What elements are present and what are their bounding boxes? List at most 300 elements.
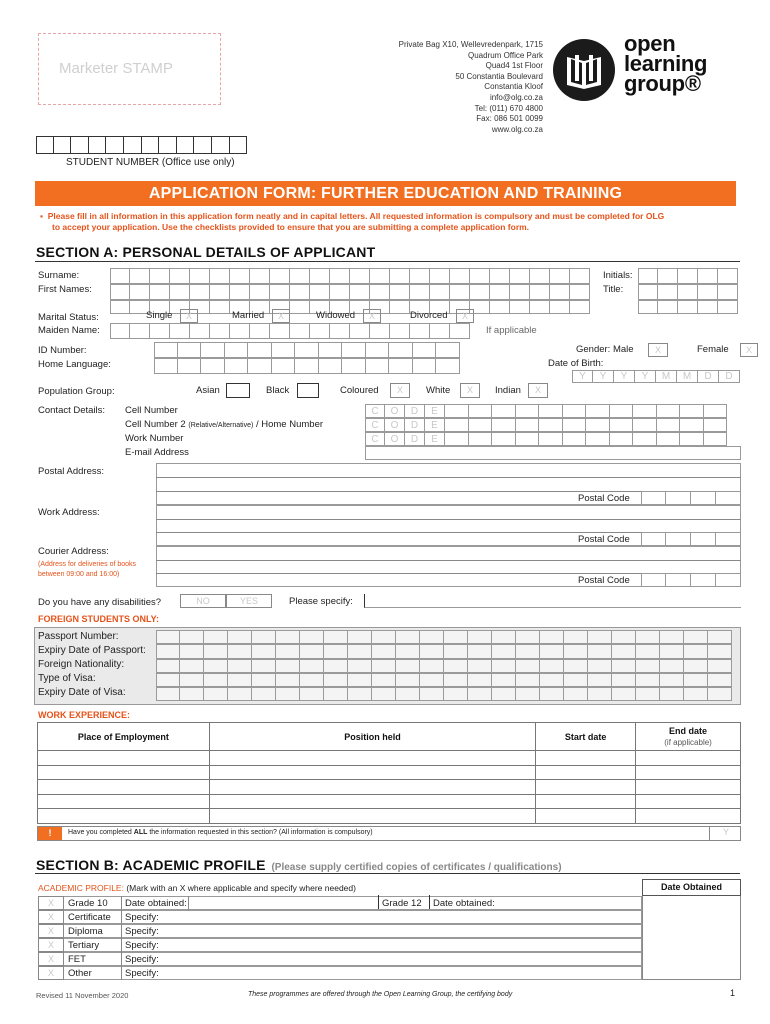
grid-cell[interactable] <box>310 323 330 339</box>
foreign-field-grid[interactable] <box>156 644 732 658</box>
student-number-box[interactable] <box>106 136 124 154</box>
phone-digit-cell[interactable] <box>492 432 516 446</box>
area-code-cell[interactable]: D <box>405 418 425 432</box>
grid-cell[interactable] <box>170 268 190 284</box>
area-code-cell[interactable]: C <box>365 418 385 432</box>
grid-cell[interactable] <box>660 630 684 644</box>
grid-cell[interactable] <box>270 323 290 339</box>
grid-cell[interactable] <box>290 268 310 284</box>
grid-cell[interactable] <box>150 284 170 300</box>
student-number-box[interactable] <box>54 136 72 154</box>
single-checkbox[interactable]: X <box>180 309 198 323</box>
grid-cell[interactable] <box>150 323 170 339</box>
grid-cell[interactable] <box>470 284 490 300</box>
student-number-box[interactable] <box>124 136 142 154</box>
married-checkbox[interactable]: X <box>272 309 290 323</box>
grid-cell[interactable] <box>660 644 684 658</box>
grid-cell[interactable] <box>330 323 350 339</box>
grid-cell[interactable] <box>324 687 348 701</box>
grid-cell[interactable] <box>389 342 413 358</box>
grid-cell[interactable] <box>248 342 272 358</box>
grid-cell[interactable] <box>178 342 202 358</box>
grid-cell[interactable] <box>156 687 180 701</box>
grid-cell[interactable] <box>698 284 718 300</box>
phone-digit-cell[interactable] <box>610 432 634 446</box>
completion-checkbox[interactable]: Y <box>709 826 742 841</box>
grid-cell[interactable] <box>210 268 230 284</box>
student-number-box[interactable] <box>159 136 177 154</box>
grid-cell[interactable] <box>252 659 276 673</box>
table-cell[interactable] <box>38 751 210 766</box>
phone-digit-cell[interactable] <box>657 418 681 432</box>
grid-cell[interactable] <box>564 659 588 673</box>
grid-cell[interactable] <box>156 659 180 673</box>
grid-cell[interactable] <box>370 268 390 284</box>
grid-cell[interactable] <box>370 323 390 339</box>
grid-cell[interactable] <box>660 687 684 701</box>
grid-cell[interactable] <box>180 673 204 687</box>
table-cell[interactable] <box>636 780 741 795</box>
grid-cell[interactable] <box>348 673 372 687</box>
phone-digit-cell[interactable] <box>586 432 610 446</box>
grid-cell[interactable] <box>588 659 612 673</box>
grid-cell[interactable] <box>444 659 468 673</box>
table-cell[interactable] <box>636 794 741 809</box>
phone-digit-cell[interactable] <box>469 418 493 432</box>
asian-checkbox[interactable] <box>226 383 250 398</box>
grid-cell[interactable] <box>300 630 324 644</box>
phone-digit-cell[interactable] <box>492 418 516 432</box>
grid-cell[interactable] <box>276 659 300 673</box>
grid-cell[interactable] <box>342 342 366 358</box>
grid-cell[interactable] <box>372 630 396 644</box>
grid-cell[interactable] <box>658 268 678 284</box>
table-cell[interactable] <box>209 809 535 824</box>
grid-cell[interactable] <box>444 644 468 658</box>
grid-cell[interactable] <box>638 284 658 300</box>
grid-cell[interactable] <box>684 659 708 673</box>
student-number-box[interactable] <box>71 136 89 154</box>
table-cell[interactable] <box>209 751 535 766</box>
grid-cell[interactable] <box>641 491 666 505</box>
area-code-cell[interactable]: O <box>385 418 405 432</box>
grid-cell[interactable] <box>310 284 330 300</box>
work-postal-code-grid[interactable] <box>641 532 741 546</box>
grid-cell[interactable] <box>708 644 732 658</box>
grid-cell[interactable] <box>348 659 372 673</box>
id-number-grid[interactable] <box>154 342 460 358</box>
grid-cell[interactable] <box>276 673 300 687</box>
date-obtained-column[interactable] <box>642 896 741 980</box>
grid-cell[interactable] <box>550 284 570 300</box>
grid-cell[interactable] <box>300 644 324 658</box>
grid-cell[interactable] <box>372 644 396 658</box>
grid-cell[interactable] <box>228 659 252 673</box>
phone-digit-cell[interactable] <box>586 418 610 432</box>
grid-cell[interactable] <box>698 268 718 284</box>
dob-cell[interactable]: Y <box>572 370 593 383</box>
phone-digit-cell[interactable] <box>445 432 469 446</box>
area-code-cell[interactable]: O <box>385 404 405 418</box>
grid-cell[interactable] <box>295 358 319 374</box>
phone-digit-cell[interactable] <box>516 418 540 432</box>
grid-cell[interactable] <box>228 687 252 701</box>
grid-cell[interactable] <box>716 532 741 546</box>
grid-cell[interactable] <box>250 268 270 284</box>
grid-cell[interactable] <box>324 673 348 687</box>
phone-digit-cell[interactable] <box>445 404 469 418</box>
dob-cell[interactable]: M <box>677 370 698 383</box>
grid-cell[interactable] <box>540 644 564 658</box>
grid-cell[interactable] <box>390 268 410 284</box>
grid-cell[interactable] <box>180 659 204 673</box>
male-checkbox[interactable]: X <box>648 343 668 357</box>
grid-cell[interactable] <box>180 687 204 701</box>
grid-cell[interactable] <box>110 300 130 314</box>
academic-row-field[interactable] <box>64 910 642 924</box>
grid-cell[interactable] <box>492 687 516 701</box>
grid-cell[interactable] <box>180 644 204 658</box>
grid-cell[interactable] <box>272 358 296 374</box>
female-checkbox[interactable]: X <box>740 343 758 357</box>
phone-digit-cell[interactable] <box>704 418 728 432</box>
phone-digit-cell[interactable] <box>539 432 563 446</box>
grid-cell[interactable] <box>252 644 276 658</box>
grid-cell[interactable] <box>660 673 684 687</box>
grid-cell[interactable] <box>716 491 741 505</box>
grid-cell[interactable] <box>636 659 660 673</box>
grid-cell[interactable] <box>389 358 413 374</box>
grid-cell[interactable] <box>290 300 310 314</box>
grid-cell[interactable] <box>252 673 276 687</box>
grid-cell[interactable] <box>638 300 658 314</box>
table-cell[interactable] <box>536 780 636 795</box>
grid-cell[interactable] <box>660 659 684 673</box>
grid-cell[interactable] <box>204 673 228 687</box>
grid-cell[interactable] <box>272 342 296 358</box>
postal-code-grid[interactable] <box>641 491 741 505</box>
phone-digit-cell[interactable] <box>680 418 704 432</box>
grid-cell[interactable] <box>180 630 204 644</box>
grid-cell[interactable] <box>636 687 660 701</box>
grid-cell[interactable] <box>410 284 430 300</box>
grid-cell[interactable] <box>530 300 550 314</box>
grid-cell[interactable] <box>372 673 396 687</box>
student-number-box[interactable] <box>142 136 160 154</box>
grid-cell[interactable] <box>396 630 420 644</box>
grid-cell[interactable] <box>372 687 396 701</box>
grid-cell[interactable] <box>468 687 492 701</box>
grid-cell[interactable] <box>420 644 444 658</box>
grid-cell[interactable] <box>718 268 738 284</box>
student-number-box[interactable] <box>212 136 230 154</box>
no-checkbox[interactable]: NO <box>180 594 226 608</box>
grid-cell[interactable] <box>156 630 180 644</box>
grid-cell[interactable] <box>666 532 691 546</box>
grid-cell[interactable] <box>250 323 270 339</box>
grid-cell[interactable] <box>436 342 460 358</box>
academic-row-field[interactable] <box>64 896 642 910</box>
grid-cell[interactable] <box>636 630 660 644</box>
grid-cell[interactable] <box>510 268 530 284</box>
phone-digit-cell[interactable] <box>445 418 469 432</box>
grid-cell[interactable] <box>540 630 564 644</box>
grid-cell[interactable] <box>410 323 430 339</box>
grid-cell[interactable] <box>110 323 130 339</box>
table-cell[interactable] <box>209 765 535 780</box>
grid-cell[interactable] <box>252 630 276 644</box>
grid-cell[interactable] <box>250 284 270 300</box>
phone-digit-cell[interactable] <box>610 418 634 432</box>
grid-cell[interactable] <box>436 358 460 374</box>
academic-row-field[interactable] <box>64 924 642 938</box>
academic-mark-checkbox[interactable]: X <box>38 896 64 910</box>
grid-cell[interactable] <box>420 673 444 687</box>
grid-cell[interactable] <box>678 300 698 314</box>
grid-cell[interactable] <box>492 659 516 673</box>
phone-digit-cell[interactable] <box>563 432 587 446</box>
dob-cell[interactable]: Y <box>635 370 656 383</box>
grid-cell[interactable] <box>540 673 564 687</box>
initials-grid-3[interactable] <box>638 300 738 314</box>
phone-digit-cell[interactable] <box>633 418 657 432</box>
grid-cell[interactable] <box>588 687 612 701</box>
table-cell[interactable] <box>209 780 535 795</box>
phone-digit-cell[interactable] <box>610 404 634 418</box>
grid-cell[interactable] <box>612 630 636 644</box>
table-cell[interactable] <box>536 765 636 780</box>
grid-cell[interactable] <box>570 300 590 314</box>
table-cell[interactable] <box>38 780 210 795</box>
grid-cell[interactable] <box>350 268 370 284</box>
grid-cell[interactable] <box>276 687 300 701</box>
phone-digit-cell[interactable] <box>539 418 563 432</box>
table-cell[interactable] <box>636 809 741 824</box>
grid-cell[interactable] <box>588 673 612 687</box>
dob-cell[interactable]: D <box>719 370 740 383</box>
grid-cell[interactable] <box>324 659 348 673</box>
cell-number-grid[interactable] <box>365 404 727 418</box>
grid-cell[interactable] <box>641 573 666 587</box>
grid-cell[interactable] <box>516 673 540 687</box>
grid-cell[interactable] <box>130 284 150 300</box>
table-cell[interactable] <box>38 794 210 809</box>
grid-cell[interactable] <box>708 659 732 673</box>
phone-digit-cell[interactable] <box>563 404 587 418</box>
grid-cell[interactable] <box>684 687 708 701</box>
courier-postal-code-grid[interactable] <box>641 573 741 587</box>
grid-cell[interactable] <box>530 284 550 300</box>
grid-cell[interactable] <box>201 342 225 358</box>
grid-cell[interactable] <box>510 300 530 314</box>
foreign-field-grid[interactable] <box>156 673 732 687</box>
work-number-grid[interactable] <box>365 432 727 446</box>
phone-digit-cell[interactable] <box>516 404 540 418</box>
grid-cell[interactable] <box>348 687 372 701</box>
grid-cell[interactable] <box>708 673 732 687</box>
surname-grid[interactable] <box>110 268 590 284</box>
phone-digit-cell[interactable] <box>657 404 681 418</box>
student-number-box[interactable] <box>89 136 107 154</box>
grid-cell[interactable] <box>564 644 588 658</box>
grid-cell[interactable] <box>516 630 540 644</box>
academic-mark-checkbox[interactable]: X <box>38 952 64 966</box>
grid-cell[interactable] <box>390 323 410 339</box>
grid-cell[interactable] <box>290 323 310 339</box>
grid-cell[interactable] <box>396 673 420 687</box>
grid-cell[interactable] <box>370 284 390 300</box>
grid-cell[interactable] <box>330 268 350 284</box>
grid-cell[interactable] <box>716 573 741 587</box>
area-code-cell[interactable]: E <box>425 432 445 446</box>
grid-cell[interactable] <box>718 284 738 300</box>
grid-cell[interactable] <box>691 573 716 587</box>
grid-cell[interactable] <box>204 644 228 658</box>
grid-cell[interactable] <box>300 687 324 701</box>
grid-cell[interactable] <box>658 284 678 300</box>
grid-cell[interactable] <box>468 673 492 687</box>
grid-cell[interactable] <box>319 342 343 358</box>
grid-cell[interactable] <box>588 630 612 644</box>
indian-checkbox[interactable]: X <box>528 383 548 398</box>
grid-cell[interactable] <box>396 659 420 673</box>
dob-cell[interactable]: M <box>656 370 677 383</box>
grid-cell[interactable] <box>390 284 410 300</box>
grid-cell[interactable] <box>110 268 130 284</box>
grid-cell[interactable] <box>204 687 228 701</box>
grid-cell[interactable] <box>156 644 180 658</box>
yes-checkbox[interactable]: YES <box>226 594 272 608</box>
grid-cell[interactable] <box>708 687 732 701</box>
phone-digit-cell[interactable] <box>704 404 728 418</box>
area-code-cell[interactable]: D <box>405 432 425 446</box>
area-code-cell[interactable]: C <box>365 432 385 446</box>
grid-cell[interactable] <box>430 323 450 339</box>
dob-cell[interactable]: D <box>698 370 719 383</box>
phone-digit-cell[interactable] <box>633 404 657 418</box>
grid-cell[interactable] <box>564 687 588 701</box>
academic-mark-checkbox[interactable]: X <box>38 966 64 980</box>
grid-cell[interactable] <box>348 644 372 658</box>
grid-cell[interactable] <box>150 268 170 284</box>
grid-cell[interactable] <box>444 673 468 687</box>
dob-grid[interactable] <box>572 370 740 383</box>
grid-cell[interactable] <box>564 673 588 687</box>
grid-cell[interactable] <box>230 268 250 284</box>
grid-cell[interactable] <box>708 630 732 644</box>
widowed-checkbox[interactable]: X <box>363 309 381 323</box>
first-names-grid[interactable] <box>110 284 590 300</box>
grid-cell[interactable] <box>310 268 330 284</box>
grid-cell[interactable] <box>366 342 390 358</box>
phone-digit-cell[interactable] <box>586 404 610 418</box>
grid-cell[interactable] <box>248 358 272 374</box>
grid-cell[interactable] <box>190 323 210 339</box>
grid-cell[interactable] <box>684 644 708 658</box>
grid-cell[interactable] <box>570 284 590 300</box>
grid-cell[interactable] <box>638 268 658 284</box>
grid-cell[interactable] <box>444 630 468 644</box>
grid-cell[interactable] <box>718 300 738 314</box>
grid-cell[interactable] <box>430 284 450 300</box>
academic-mark-checkbox[interactable]: X <box>38 910 64 924</box>
grid-cell[interactable] <box>170 284 190 300</box>
area-code-cell[interactable]: D <box>405 404 425 418</box>
grid-cell[interactable] <box>450 284 470 300</box>
grid-cell[interactable] <box>691 532 716 546</box>
disability-specify-field[interactable] <box>364 594 741 608</box>
grid-cell[interactable] <box>550 268 570 284</box>
grid-cell[interactable] <box>342 358 366 374</box>
grid-cell[interactable] <box>276 630 300 644</box>
grid-cell[interactable] <box>228 644 252 658</box>
table-cell[interactable] <box>38 809 210 824</box>
grid-cell[interactable] <box>300 659 324 673</box>
grid-cell[interactable] <box>300 673 324 687</box>
area-code-cell[interactable]: C <box>365 404 385 418</box>
grid-cell[interactable] <box>420 659 444 673</box>
grid-cell[interactable] <box>413 358 437 374</box>
grid-cell[interactable] <box>678 268 698 284</box>
grid-cell[interactable] <box>210 323 230 339</box>
grid-cell[interactable] <box>490 284 510 300</box>
grid-cell[interactable] <box>570 268 590 284</box>
phone-digit-cell[interactable] <box>469 404 493 418</box>
grid-cell[interactable] <box>468 659 492 673</box>
student-number-box[interactable] <box>230 136 248 154</box>
phone-digit-cell[interactable] <box>680 404 704 418</box>
grid-cell[interactable] <box>444 687 468 701</box>
grid-cell[interactable] <box>550 300 570 314</box>
academic-mark-checkbox[interactable]: X <box>38 924 64 938</box>
phone-digit-cell[interactable] <box>469 432 493 446</box>
grid-cell[interactable] <box>372 659 396 673</box>
table-cell[interactable] <box>209 794 535 809</box>
grid-cell[interactable] <box>468 644 492 658</box>
grid-cell[interactable] <box>252 687 276 701</box>
grid-cell[interactable] <box>230 284 250 300</box>
phone-digit-cell[interactable] <box>492 404 516 418</box>
grid-cell[interactable] <box>324 630 348 644</box>
grid-cell[interactable] <box>564 630 588 644</box>
grid-cell[interactable] <box>470 268 490 284</box>
grid-cell[interactable] <box>698 300 718 314</box>
academic-row-field[interactable] <box>64 938 642 952</box>
grid-cell[interactable] <box>350 284 370 300</box>
grid-cell[interactable] <box>492 630 516 644</box>
grid-cell[interactable] <box>540 659 564 673</box>
grid-cell[interactable] <box>490 300 510 314</box>
black-checkbox[interactable] <box>297 383 319 398</box>
phone-digit-cell[interactable] <box>516 432 540 446</box>
grid-cell[interactable] <box>516 644 540 658</box>
grid-cell[interactable] <box>228 630 252 644</box>
dob-cell[interactable]: Y <box>593 370 614 383</box>
grid-cell[interactable] <box>230 323 250 339</box>
dob-cell[interactable]: Y <box>614 370 635 383</box>
table-cell[interactable] <box>636 751 741 766</box>
grid-cell[interactable] <box>410 268 430 284</box>
area-code-cell[interactable]: E <box>425 404 445 418</box>
grid-cell[interactable] <box>641 532 666 546</box>
grid-cell[interactable] <box>396 687 420 701</box>
grid-cell[interactable] <box>450 323 470 339</box>
grid-cell[interactable] <box>396 644 420 658</box>
academic-row-field[interactable] <box>64 952 642 966</box>
phone-digit-cell[interactable] <box>633 432 657 446</box>
grid-cell[interactable] <box>204 659 228 673</box>
area-code-cell[interactable]: E <box>425 418 445 432</box>
